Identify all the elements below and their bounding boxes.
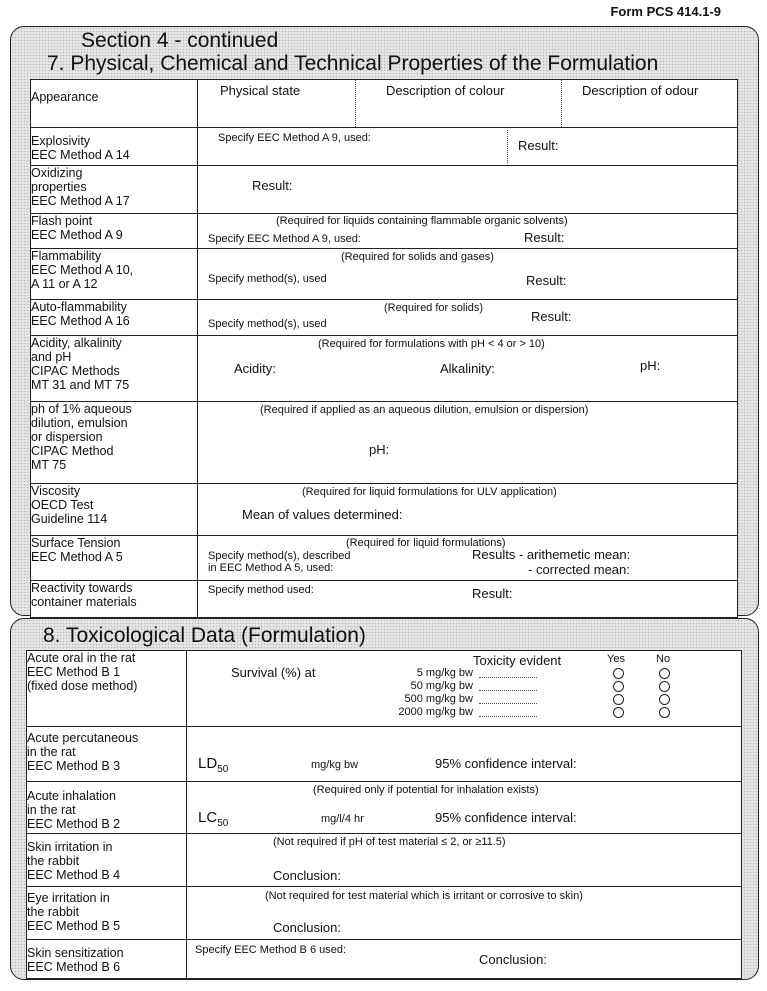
label-surface-tension: Surface Tension EEC Method A 5 <box>31 536 198 581</box>
row-acidity <box>31 336 738 402</box>
survival-label: Survival (%) at <box>231 665 316 680</box>
viscosity-note: (Required for liquid formulations for ULV application) <box>302 486 557 498</box>
section-8-title: 8. Toxicological Data (Formulation) <box>43 624 366 647</box>
row-appearance <box>31 80 738 128</box>
colour-header: Description of colour <box>386 83 505 98</box>
section-4-panel <box>10 26 759 616</box>
row-viscosity <box>31 484 738 536</box>
surface-specify: Specify method(s), described in EEC Method A 5, used: <box>208 550 351 574</box>
row-surface-tension <box>31 536 738 581</box>
percut-unit: mg/kg bw <box>311 759 359 771</box>
row-acute-percutaneous <box>27 727 742 782</box>
sens-conclusion: Conclusion: <box>479 952 547 967</box>
label-viscosity: Viscosity OECD Test Guideline 114 <box>31 484 198 536</box>
row-ph-1pct <box>31 402 738 484</box>
physical-state-header: Physical state <box>220 83 301 98</box>
no-radio-2000[interactable] <box>659 707 670 718</box>
explosivity-result: Result: <box>518 138 559 153</box>
ph1-note: (Required if applied as an aqueous dilution, emulsion or dispersion) <box>260 404 589 416</box>
physical-properties-table <box>30 79 738 618</box>
label-skin-sensitization: Skin sensitization EEC Method B 6 <box>27 940 187 979</box>
dose-50: 50 mg/kg bw <box>410 680 473 692</box>
odour-header: Description of odour <box>582 83 699 98</box>
inhal-unit: mg/l/4 hr <box>321 813 364 825</box>
reactivity-specify: Specify method used: <box>208 584 314 596</box>
row-flammability <box>31 249 738 300</box>
row-acute-oral <box>27 651 742 727</box>
toxicity-evident-label: Toxicity evident <box>473 653 562 668</box>
no-radio-5[interactable] <box>659 668 670 679</box>
label-ph-1pct: ph of 1% aqueous dilution, emulsion or dispersion CIPAC Method MT 75 <box>31 402 198 484</box>
ph-label: pH: <box>640 358 661 373</box>
lc50-label: $LC_{50}$ <box>198 809 229 829</box>
dose-2000: 2000 mg/kg bw <box>398 706 473 718</box>
flash-specify: Specify EEC Method A 9, used: <box>208 233 361 245</box>
eye-note: (Not required for test material which is irritant or corrosive to skin) <box>265 890 583 902</box>
reactivity-result: Result: <box>472 586 513 601</box>
alkalinity-label: Alkalinity: <box>440 361 495 376</box>
label-skin-irritation: Skin irritation in the rabbit EEC Method B 4 <box>27 834 187 887</box>
acidity-note: (Required for formulations with pH < 4 or > 10) <box>318 338 545 350</box>
label-eye-irritation: Eye irritation in the rabbit EEC Method B 5 <box>27 887 187 940</box>
row-reactivity <box>31 581 738 618</box>
row-flash-point <box>31 214 738 249</box>
form-number: Form PCS 414.1-9 <box>610 4 721 19</box>
row-explosivity <box>31 128 738 166</box>
label-acute-oral: Acute oral in the rat EEC Method B 1 (fixed dose method) <box>27 651 187 727</box>
section-subtitle: 7. Physical, Chemical and Technical Properties of the Formulation <box>47 52 659 75</box>
ph1-ph: pH: <box>369 442 390 457</box>
dose-5: 5 mg/kg bw <box>416 667 473 679</box>
inhal-ci: 95% confidence interval: <box>435 810 577 825</box>
no-radio-50[interactable] <box>659 681 670 692</box>
no-radio-500[interactable] <box>659 694 670 705</box>
skin-conclusion: Conclusion: <box>273 868 341 883</box>
row-skin-sensitization <box>27 940 742 979</box>
label-flash-point: Flash point EEC Method A 9 <box>31 214 198 249</box>
label-reactivity: Reactivity towards container materials <box>31 581 198 618</box>
row-acute-inhalation <box>27 782 742 834</box>
ld50-label: $LD_{50}$ <box>198 755 229 775</box>
flash-note: (Required for liquids containing flammable organic solvents) <box>276 215 568 227</box>
label-explosivity: Explosivity EEC Method A 14 <box>31 128 198 166</box>
yes-radio-5[interactable] <box>613 668 624 679</box>
oxidizing-result: Result: <box>252 178 293 193</box>
flammability-specify: Specify method(s), used <box>208 273 327 285</box>
row-skin-irritation <box>27 834 742 887</box>
section-8-panel <box>10 618 759 980</box>
flammability-note: (Required for solids and gases) <box>341 251 494 263</box>
yes-radio-500[interactable] <box>613 694 624 705</box>
label-acidity: Acidity, alkalinity and pH CIPAC Methods MT 31 and MT 75 <box>31 336 198 402</box>
explosivity-specify: Specify EEC Method A 9, used: <box>218 132 371 144</box>
label-flammability: Flammability EEC Method A 10, A 11 or A 12 <box>31 249 198 300</box>
row-oxidizing <box>31 166 738 214</box>
autoflam-note: (Required for solids) <box>384 302 484 314</box>
surface-results-mean: Results - arithemetic mean: <box>472 547 631 562</box>
label-appearance: Appearance <box>31 80 198 128</box>
label-acute-percutaneous: Acute percutaneous in the rat EEC Method B 3 <box>27 727 187 782</box>
flammability-result: Result: <box>526 273 567 288</box>
label-oxidizing: Oxidizing properties EEC Method A 17 <box>31 166 198 214</box>
yes-label: Yes <box>607 653 625 665</box>
acidity-label: Acidity: <box>234 361 276 376</box>
dose-500: 500 mg/kg bw <box>404 693 473 705</box>
flash-result: Result: <box>524 230 565 245</box>
surface-note: (Required for liquid formulations) <box>346 537 506 549</box>
percut-ci: 95% confidence interval: <box>435 756 577 771</box>
row-eye-irritation <box>27 887 742 940</box>
inhal-note: (Required only if potential for inhalation exists) <box>313 784 539 796</box>
skin-note: (Not required if pH of test material ≤ 2, or ≥11.5) <box>273 836 506 848</box>
yes-radio-50[interactable] <box>613 681 624 692</box>
label-auto-flammability: Auto-flammability EEC Method A 16 <box>31 300 198 336</box>
section-title: Section 4 - continued <box>81 29 279 52</box>
yes-radio-2000[interactable] <box>613 707 624 718</box>
autoflam-specify: Specify method(s), used <box>208 318 327 330</box>
label-acute-inhalation: Acute inhalation in the rat EEC Method B 2 <box>27 782 187 834</box>
no-label: No <box>656 653 671 665</box>
sens-specify: Specify EEC Method B 6 used: <box>195 944 347 956</box>
surface-corrected-mean: - corrected mean: <box>528 562 630 577</box>
eye-conclusion: Conclusion: <box>273 920 341 935</box>
row-auto-flammability <box>31 300 738 336</box>
autoflam-result: Result: <box>531 309 572 324</box>
viscosity-mean: Mean of values determined: <box>242 507 403 522</box>
toxicological-table <box>26 650 742 979</box>
